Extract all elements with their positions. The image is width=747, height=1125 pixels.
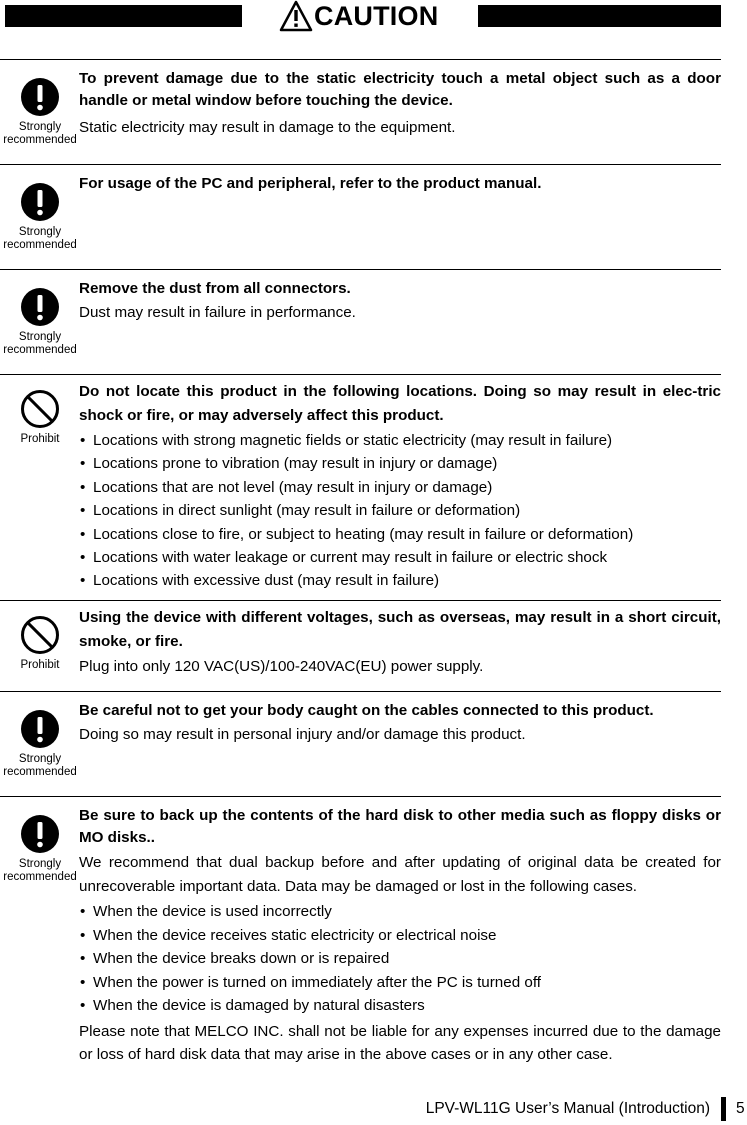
list-item: • Locations close to fire, or subject to heating (may result in failure or deformation) [80,525,634,543]
divider [0,374,721,375]
icon-label: Strongly recommended [3,858,77,883]
item-text: Doing so may result in personal injury and/or damage this product. [79,726,526,743]
exclamation-icon [20,182,60,222]
list-item: • Locations prone to vibration (may result in injury or damage) [80,455,498,473]
caution-title [250,0,470,34]
manual-title: LPV-WL11G User’s Manual (Introduction) [425,1100,710,1117]
item-content [79,380,721,593]
list-item: • When the device is damaged by natural disasters [80,997,425,1014]
list-item: • Locations with strong magnetic fields or static electricity (may result in failure) [80,432,613,449]
list-item: • Locations in direct sunlight (may result in failure or deformation) [80,502,521,520]
list-item: • Locations that are not level (may result in injury or damage) [80,478,493,496]
divider [0,796,721,797]
icon-column [0,287,80,357]
icon-column [0,615,80,672]
icon-column [0,77,80,147]
item-content [79,278,721,325]
item-heading: To prevent damage due to the static electricity touch a metal object such as a door handle or metal window before touching the device. [79,70,721,109]
divider [0,691,721,692]
location-list [79,429,721,593]
warning-triangle-icon [279,0,313,32]
list-item: • When the power is turned on immediately after the PC is turned off [80,973,541,991]
footer-separator [721,1097,726,1121]
item-text: We recommend that dual backup before and after updating of original data be created for unrecoverable important data. Data may be damaged or lost in the following cases. [79,854,721,895]
item-heading: Remove the dust from all connectors. [79,280,351,297]
damage-case-list [79,900,721,1018]
page-number: 5 [736,1100,745,1117]
prohibit-icon [20,615,60,655]
item-text: Dust may result in failure in performance. [79,304,356,321]
item-content [79,606,721,679]
page-footer [0,1097,747,1121]
item-text: Static electricity may result in damage to the equipment. [79,119,456,136]
icon-label: Strongly recommended [3,753,77,778]
header-bar-left [5,5,242,27]
item-content [79,173,721,195]
page-title: CAUTION [314,1,439,31]
icon-column [0,814,80,884]
exclamation-icon [20,77,60,117]
item-text: Plug into only 120 VAC(US)/100-240VAC(EU) power supply. [79,658,484,675]
item-heading: Be sure to back up the contents of the hard disk to other media such as floppy disks or MO disks.. [79,807,721,846]
exclamation-icon [20,814,60,854]
icon-label: Strongly recommended [3,121,77,146]
divider [0,164,721,165]
item-heading: Do not locate this product in the following locations. Doing so may result in elec-tric shock or fire, or may adversely affect this product. [79,383,721,424]
liability-note: Please note that MELCO INC. shall not be liable for any expenses incurred due to the damage or loss of hard disk data that may arise in the above cases or in any other case. [79,1022,721,1063]
list-item: • Locations with water leakage or current may result in failure or electric shock [80,549,608,567]
divider [0,269,721,270]
item-heading: Be careful not to get your body caught on the cables connected to this product. [79,702,654,719]
item-content [79,68,721,140]
exclamation-icon [20,287,60,327]
icon-column [0,389,80,446]
icon-column [0,182,80,252]
list-item: • Locations with excessive dust (may result in failure) [80,572,440,590]
item-heading: For usage of the PC and peripheral, refer to the product manual. [79,175,542,192]
icon-label: Strongly recommended [3,331,77,356]
item-content [79,805,721,1067]
item-heading: Using the device with different voltages, such as overseas, may result in a short circuit, smoke, or fire. [79,609,721,650]
divider [0,59,721,60]
icon-column [0,709,80,779]
list-item: • When the device receives static electricity or electrical noise [80,926,497,944]
item-content [79,700,721,747]
exclamation-icon [20,709,60,749]
list-item: • When the device breaks down or is repaired [80,950,390,967]
prohibit-icon [20,389,60,429]
icon-label: Prohibit [20,433,60,445]
divider [0,600,721,601]
icon-label: Prohibit [20,659,60,671]
header-bar-right [478,5,721,27]
icon-label: Strongly recommended [3,226,77,251]
list-item: • When the device is used incorrectly [80,903,332,920]
